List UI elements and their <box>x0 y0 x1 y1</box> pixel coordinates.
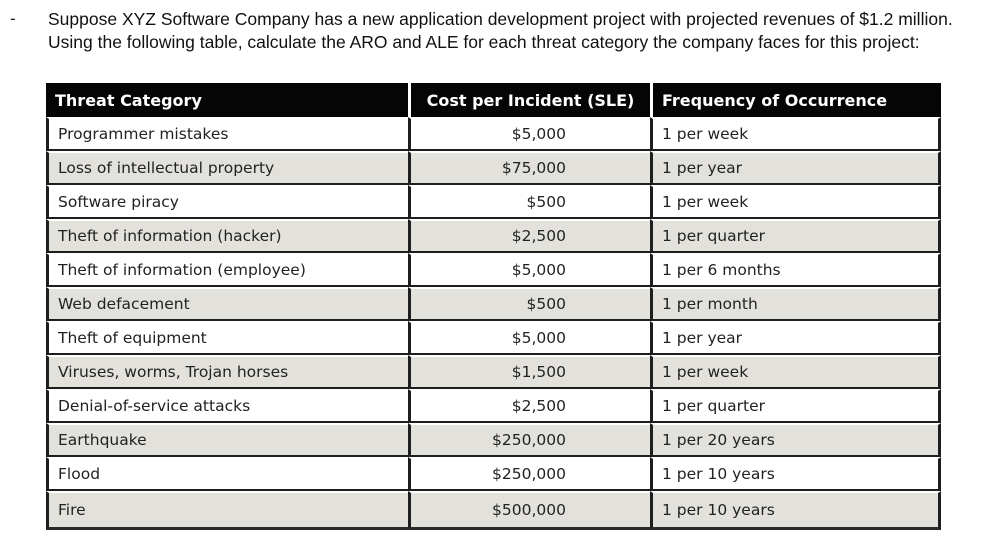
threat-category-cell: Fire <box>46 491 408 530</box>
question-text: Suppose XYZ Software Company has a new application development project with projected revenues of $1.2 million. Using the following table, calculate the ARO and ALE for each threat category the company faces for this project: <box>48 9 953 52</box>
frequency-cell: 1 per 10 years <box>650 491 941 530</box>
frequency-cell: 1 per quarter <box>650 219 941 253</box>
cost-cell: $500 <box>408 185 650 219</box>
threat-category-cell: Theft of equipment <box>46 321 408 355</box>
table-row <box>46 287 941 321</box>
header-threat-category: Threat Category <box>46 83 408 117</box>
frequency-cell: 1 per 20 years <box>650 423 941 457</box>
frequency-cell: 1 per quarter <box>650 389 941 423</box>
table-row <box>46 219 941 253</box>
frequency-cell: 1 per week <box>650 117 941 151</box>
threat-category-cell: Viruses, worms, Trojan horses <box>46 355 408 389</box>
cost-cell: $250,000 <box>408 457 650 491</box>
table-row <box>46 185 941 219</box>
threat-category-cell: Denial-of-service attacks <box>46 389 408 423</box>
threat-category-cell: Web defacement <box>46 287 408 321</box>
threat-category-cell: Flood <box>46 457 408 491</box>
cost-cell: $5,000 <box>408 117 650 151</box>
table-row <box>46 457 941 491</box>
frequency-cell: 1 per 10 years <box>650 457 941 491</box>
frequency-cell: 1 per year <box>650 151 941 185</box>
table-row <box>46 151 941 185</box>
cost-cell: $5,000 <box>408 321 650 355</box>
frequency-cell: 1 per 6 months <box>650 253 941 287</box>
table-row <box>46 117 941 151</box>
header-frequency: Frequency of Occurrence <box>650 83 941 117</box>
threat-category-cell: Earthquake <box>46 423 408 457</box>
frequency-cell: 1 per week <box>650 185 941 219</box>
frequency-cell: 1 per year <box>650 321 941 355</box>
threat-category-cell: Theft of information (employee) <box>46 253 408 287</box>
cost-cell: $500,000 <box>408 491 650 530</box>
cost-cell: $5,000 <box>408 253 650 287</box>
table-row <box>46 253 941 287</box>
cost-cell: $500 <box>408 287 650 321</box>
frequency-cell: 1 per month <box>650 287 941 321</box>
table-row <box>46 321 941 355</box>
table-header-row <box>46 83 941 117</box>
cost-cell: $250,000 <box>408 423 650 457</box>
table-row <box>46 423 941 457</box>
table-row <box>46 389 941 423</box>
header-cost-per-incident: Cost per Incident (SLE) <box>408 83 650 117</box>
threat-category-cell: Software piracy <box>46 185 408 219</box>
cost-cell: $75,000 <box>408 151 650 185</box>
list-bullet: - <box>10 9 16 28</box>
threat-table-container <box>46 83 941 538</box>
cost-cell: $1,500 <box>408 355 650 389</box>
table-row <box>46 491 941 530</box>
threat-category-cell: Programmer mistakes <box>46 117 408 151</box>
table-row <box>46 355 941 389</box>
cost-cell: $2,500 <box>408 219 650 253</box>
threat-category-cell: Theft of information (hacker) <box>46 219 408 253</box>
threat-category-cell: Loss of intellectual property <box>46 151 408 185</box>
threat-table <box>46 83 941 530</box>
cost-cell: $2,500 <box>408 389 650 423</box>
frequency-cell: 1 per week <box>650 355 941 389</box>
